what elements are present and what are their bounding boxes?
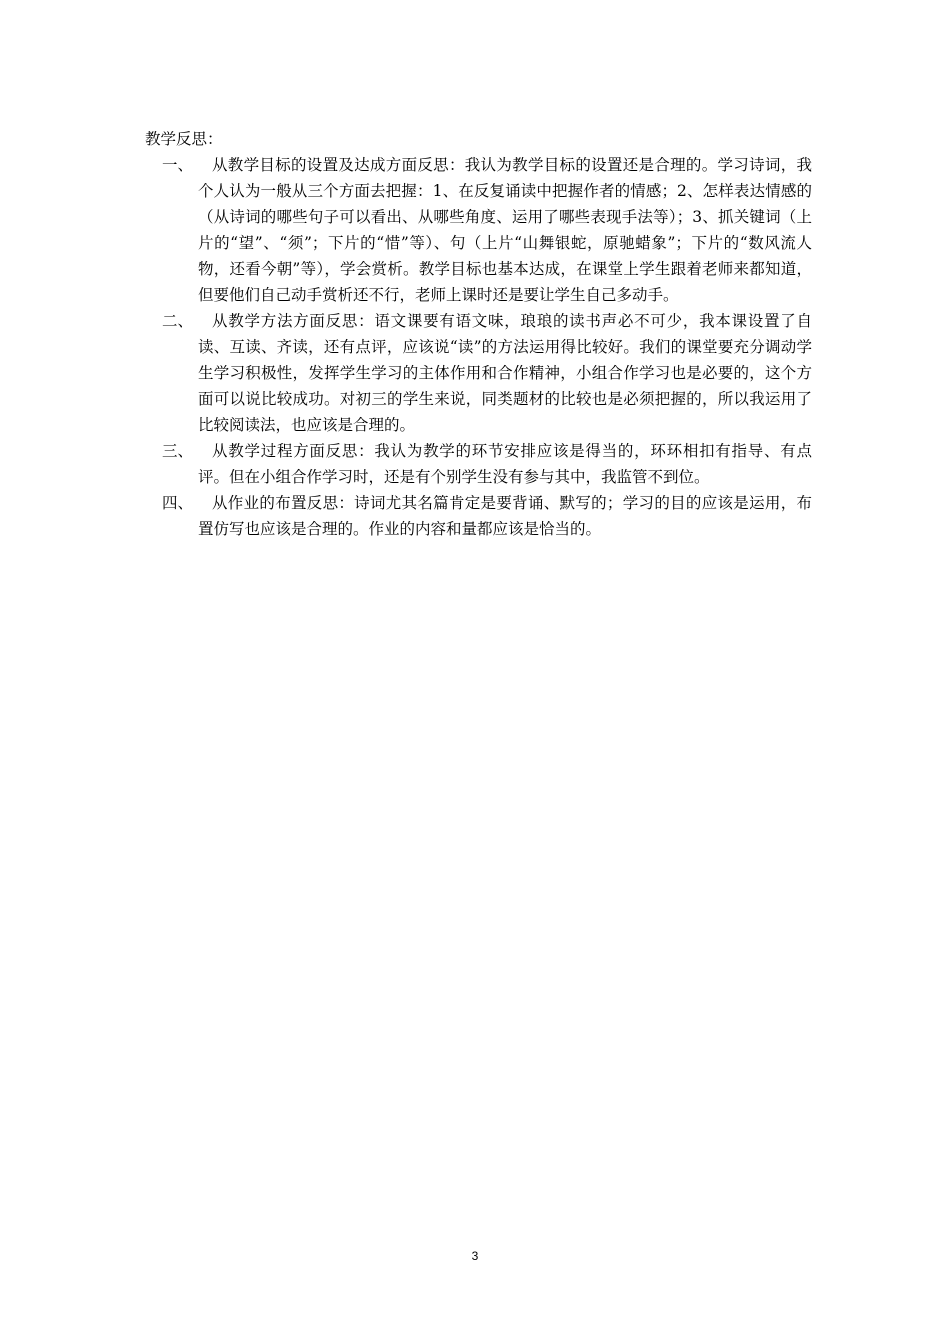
item-number: 二、	[162, 312, 194, 330]
section-heading: 教学反思：	[145, 130, 223, 148]
reflection-item-3	[0, 438, 950, 490]
reflection-item-1	[0, 152, 950, 308]
reflection-item-2	[0, 308, 950, 438]
item-number: 四、	[162, 494, 194, 512]
page-number: 3	[471, 1249, 479, 1263]
item-text: 从教学目标的设置及达成方面反思：我认为教学目标的设置还是合理的。学习诗词，我个人认为一般从三个方面去把握：1、在反复诵读中把握作者的情感；2、怎样表达情感的（从诗词的哪些句子可以看出、从哪些角度、运用了哪些表现手法等）；3、抓关键词（上片的“望”、“须”；下片的“惜”等）、句（上片“山舞银蛇，原驰蜡象”；下片的“数风流人物，还看今朝”等），学会赏析。教学目标也基本达成，在课堂上学生跟着老师来都知道，但要他们自己动手赏析还不行，老师上课时还是要让学生自己多动手。	[198, 156, 812, 304]
item-number: 一、	[162, 156, 194, 174]
item-text: 从教学方法方面反思：语文课要有语文味，琅琅的读书声必不可少，我本课设置了自读、互读、齐读，还有点评，应该说“读”的方法运用得比较好。我们的课堂要充分调动学生学习积极性，发挥学生学习的主体作用和合作精神，小组合作学习也是必要的，这个方面可以说比较成功。对初三的学生来说，同类题材的比较也是必须把握的，所以我运用了比较阅读法，也应该是合理的。	[198, 312, 812, 434]
reflection-item-4	[0, 490, 950, 542]
item-text: 从教学过程方面反思：我认为教学的环节安排应该是得当的，环环相扣有指导、有点评。但在小组合作学习时，还是有个别学生没有参与其中，我监管不到位。	[198, 442, 812, 486]
item-text: 从作业的布置反思：诗词尤其名篇肯定是要背诵、默写的；学习的目的应该是运用，布置仿写也应该是合理的。作业的内容和量都应该是恰当的。	[198, 494, 812, 538]
reflection-list	[0, 152, 950, 542]
item-number: 三、	[162, 442, 194, 460]
